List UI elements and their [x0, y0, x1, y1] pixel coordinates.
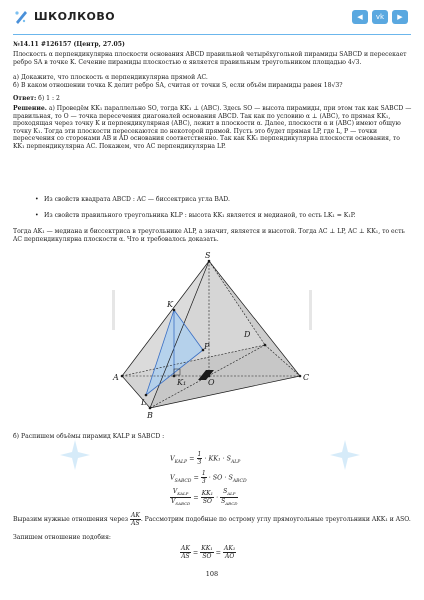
vk-icon[interactable]: vk [372, 10, 388, 24]
label-d: D [244, 330, 251, 339]
brand-name: ШКОЛКОВО [34, 10, 116, 23]
page-number: 108 [205, 570, 219, 578]
problem-heading: №14.11 #126157 (Центр, 27.05) [13, 41, 125, 48]
telegram-icon[interactable]: ◀ [352, 10, 368, 24]
solution-paragraph-2: Тогда AK₁ — медиана и биссектриса в треугольнике ALP, а значит, является и высотой. Тогда AC ⊥ LP, AC ⊥ KK₁, то есть AC перпендикулярна плоскости α. Что и требовалось доказать. [13, 228, 405, 243]
formula-v-sabcd: $V_{SABCD}$ = $\frac{1}{3}$ · SO · $S_{ABCD}$ [170, 470, 247, 485]
label-l: L [141, 398, 147, 407]
problem-part-b: б) В каком отношении точка K делит ребро SA, считая от точки S, если объём пирамиды равен 18√3? [13, 82, 343, 89]
label-c: C [303, 373, 310, 382]
label-o: O [208, 378, 215, 387]
label-k: K [167, 300, 173, 309]
solution-paragraph-3: б) Распишем объёмы пирамид KALP и SABCD : [13, 433, 165, 440]
label-a: A [113, 373, 119, 382]
youtube-icon[interactable]: ▶ [392, 10, 408, 24]
solution-label: Решение. [13, 105, 47, 112]
solution-paragraph-5: Запишем отношение подобия: [13, 534, 111, 541]
solution-bullet-2: • Из свойств правильного треугольника KLP : высота KK₁ является и медианой, то есть LK₁ = K₁P. [44, 212, 404, 220]
label-s: S [205, 251, 211, 260]
label-k1: K₁ [177, 378, 187, 387]
solution-text-1: а) Проведём KK₁ параллельно SO, тогда KK₁ ⊥ (ABC). Здесь SO — высота пирамиды, при этом так как SABCD — правильная, то O — точка пересечения диагоналей основания ABCD. Так как по условию α ⊥ (ABC), то прямая KK₁, проходящая через точку K и перпендикулярная (ABC), лежит в плоскости α. Далее, плоскости α и (ABC) имеют общую точку K₁. Тогда эти плоскости пересекаются по некоторой прямой. Пусть это будет прямая LP, где L, P — точки пересечения со сторонами AB и AD основания соответственно. Так как KK₁ перпендикулярна плоскости основания, то KK₁ перпендикулярна AC. Покажем, что AC перпендикулярна LP. [13, 105, 412, 150]
label-p: P [204, 342, 210, 351]
solution-bullet-1: • Из свойств квадрата ABCD : AC — биссектриса угла BAD. [44, 196, 404, 204]
answer-value: б) 1 : 2 [38, 95, 60, 102]
formula-volume-ratio: $\frac{V_{KALP}}{V_{SABCD}}$ = $\frac{\text{KK₁}}{SO}$ · $\frac{S_{ALP}}{S_{ABCD}}$ [171, 488, 238, 507]
answer-label: Ответ: [13, 95, 37, 102]
solution-paragraph-4: Выразим нужные отношения через $\frac{AK}{AS}$ . Рассмотрим подобные по острому углу прямоугольные треугольники AKK₁ и ASO. [13, 512, 411, 527]
problem-statement: Плоскость α перпендикулярна плоскости основания ABCD правильной четырёхугольной пирамиды SABCD и пересекает ребро SA в точке K. Сечение пирамиды плоскостью α является правильным треугольником площадью 4√3. [13, 51, 407, 66]
formula-similarity: $\frac{AK}{AS}$ = $\frac{\text{KK₁}}{SO}$ = $\frac{\text{AK₁}}{AO}$ [181, 545, 236, 560]
label-b: B [147, 411, 153, 420]
formula-v-kalp: $V_{KALP}$ = $\frac{1}{3}$ · $KK_1 \cdot S_{ALP}$ [170, 451, 241, 466]
problem-part-a: а) Докажите, что плоскость α перпендикулярна прямой AC. [13, 74, 208, 81]
